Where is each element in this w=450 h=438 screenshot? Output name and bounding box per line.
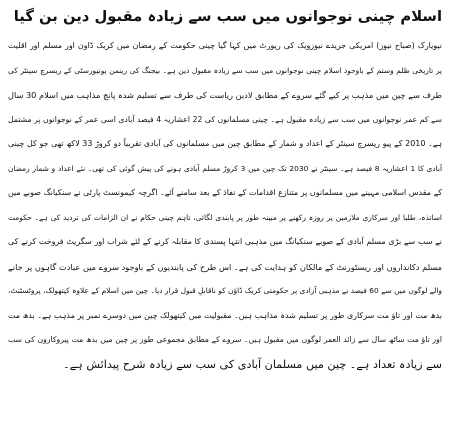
article-line: اساتذہ، طلبا اور سرکاری ملازمین پر روزہ رکھنے پر مبینہ طور پر پابندی لگائی، تاہم چینی حکام نے ان الزامات کی تردید کی ہے۔ حکومت xyxy=(8,212,442,222)
article-line: پر تاریخی ظلم وستم کے باوجود اسلام چینی نوجوانوں میں سب سے زیادہ مقبول دین ہے۔ بیجنگ کی رینمن یونیورسٹی کے ریسرچ سینٹر کی xyxy=(8,65,442,75)
article-headline: اسلام چینی نوجوانوں میں سب سے زیادہ مقبول دین بن گیا xyxy=(13,8,442,25)
article-line: نیویارک (صباح نیوز) امریکی جریدے نیوزویک کی رپورٹ میں کہا گیا چینی حکومت کے رمضان میں کریک ڈاون اور مسلم اور اقلیت xyxy=(8,41,442,50)
article-line: سے کم عمر نوجوانوں میں سب سے زیادہ مقبول ہے۔ چینی مسلمانوں کی 22 اعشاریہ 4 فیصد آبادی اسی عمر کے نوجوانوں پر مشتمل xyxy=(8,114,442,124)
article-line: طرف سے چین میں مذہب پر کیے گئے سروے کے مطابق لادین ریاست کی طرف سے تسلیم شدہ پانچ مذاہب میں اسلام 30 سال xyxy=(8,90,442,100)
article-line: والے لوگوں میں سے 60 فیصد نے مذہبی آزادی پر حکومتی کریک ڈاؤن کو ناقابلِ قبول قرار دیا۔ چین میں اسلام کے علاوہ کیتھولک، پروٹسٹنٹ، xyxy=(8,286,442,295)
article-line: کے مقدس اسلامی مہینے میں مسلمانوں پر متنازع اقدامات کے نفاذ کے بعد سامنے آئے۔ اگرچہ کیمونسٹ پارٹی نے سنکیانگ صوبے میں xyxy=(8,188,442,197)
article-line: نے سب سے بڑی مسلم آبادی کے صوبے سنکیانگ میں مذہبی انتہا پسندی کا مقابلہ کرنے کے لئے شراب اور سگریٹ فروخت کرنے کی xyxy=(8,237,442,246)
article-body xyxy=(8,34,442,377)
article-line: آبادی کا 1 اعشاریہ 8 فیصد ہے۔ سینٹر نے 2030 تک چین میں 3 کروڑ مسلم آبادی ہونے کی پیش گوئی کی تھی۔ نئے اعداد و شمار رمضان xyxy=(8,163,442,173)
article-line: اور تاؤ مت ساٹھ سال سے زائد العمر لوگوں میں مقبول ہیں۔ سروے کے مطابق مجموعی طور پر چین میں بدھ مت پیروکاروں کی سب xyxy=(8,335,442,344)
article-line: ہے۔ 2010 کے پیو ریسرچ سینٹر کے اعداد و شمار کے مطابق چین میں مسلمانوں کی آبادی تقریباً دو کروڑ 33 لاکھ تھی جو کل چینی xyxy=(8,139,442,148)
article-line: بدھ مت اور تاؤ مت سرکاری طور پر تسلیم شدہ مذاہب ہیں۔ مقبولیت میں کیتھولک چین میں دوسرے نمبر پر مذہب ہے۔ بدھ مت xyxy=(8,310,442,320)
article-line: سے زیادہ تعداد ہے۔ چین میں مسلمان آبادی کی سب سے زیادہ شرح پیدائش ہے۔ xyxy=(63,357,442,371)
article-line: مسلم دکانداروں اور ریسٹورنٹ کے مالکان کو ہدایت کی ہے۔ اس طرح کی پابندیوں کے باوجود سروے میں عبادت گاہوں پر جانے xyxy=(8,261,442,272)
